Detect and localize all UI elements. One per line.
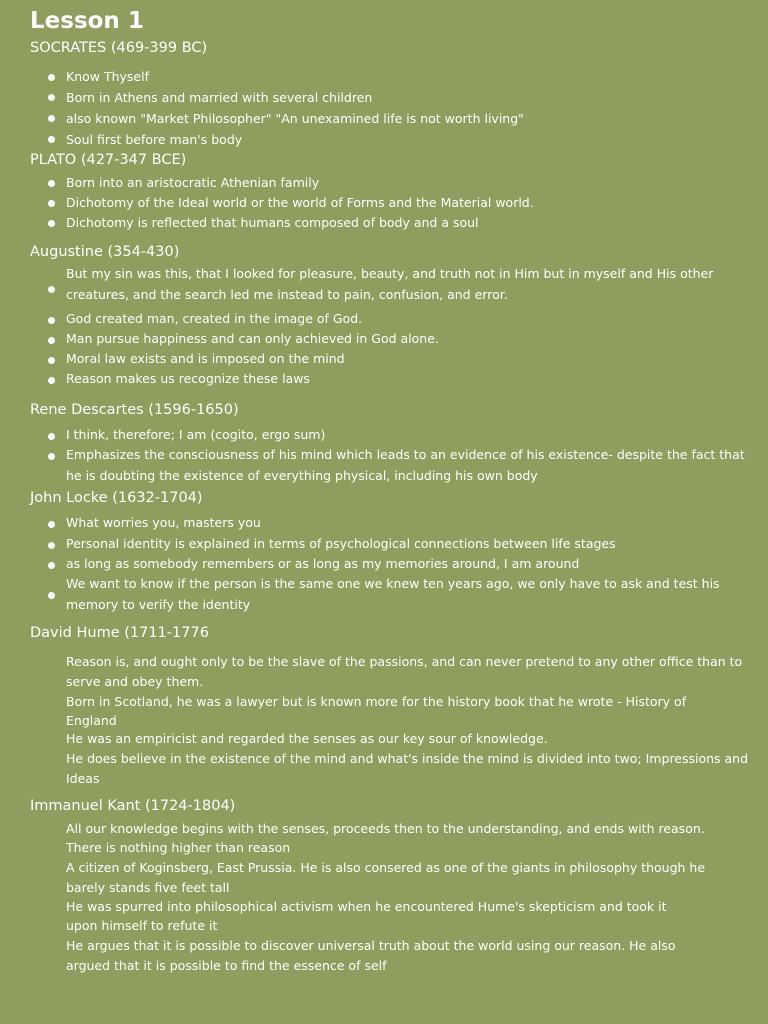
text-line: upon himself to refute it bbox=[66, 918, 218, 933]
bullet-icon bbox=[48, 433, 55, 440]
bullet-icon bbox=[48, 592, 55, 599]
bullet-icon bbox=[48, 317, 55, 324]
list-item: also known "Market Philosopher" "An unexamined life is not worth living" bbox=[66, 111, 524, 126]
list-item: Man pursue happiness and can only achieved in God alone. bbox=[66, 331, 439, 346]
list-item-line: We want to know if the person is the same one we knew ten years ago, we only have to ask and test his bbox=[66, 576, 720, 591]
text-line: All our knowledge begins with the senses, proceeds then to the understanding, and ends with reason. bbox=[66, 821, 705, 836]
list-item: Personal identity is explained in terms of psychological connections between life stages bbox=[66, 536, 616, 551]
bullet-icon bbox=[48, 521, 55, 528]
section-heading-augustine: Augustine (354-430) bbox=[30, 244, 180, 260]
list-item: Born into an aristocratic Athenian family bbox=[66, 175, 320, 190]
list-item: Moral law exists and is imposed on the mind bbox=[66, 351, 345, 366]
list-item: Know Thyself bbox=[66, 69, 149, 84]
list-item: Dichotomy of the Ideal world or the world of Forms and the Material world. bbox=[66, 195, 534, 210]
text-line: He argues that it is possible to discover universal truth about the world using our reason. He also bbox=[66, 938, 676, 953]
bullet-icon bbox=[48, 74, 55, 81]
list-item-line: memory to verify the identity bbox=[66, 597, 251, 612]
text-line: argued that it is possible to find the essence of self bbox=[66, 958, 387, 973]
list-item-line: he is doubting the existence of everything physical, including his own body bbox=[66, 468, 538, 483]
bullet-icon bbox=[48, 136, 55, 143]
list-item: Reason makes us recognize these laws bbox=[66, 371, 310, 386]
bullet-icon bbox=[48, 337, 55, 344]
section-heading-plato: PLATO (427-347 BCE) bbox=[30, 152, 187, 168]
list-item: Dichotomy is reflected that humans composed of body and a soul bbox=[66, 215, 479, 230]
text-line: serve and obey them. bbox=[66, 674, 204, 689]
page-title: Lesson 1 bbox=[30, 8, 144, 34]
list-item: I think, therefore; I am (cogito, ergo sum) bbox=[66, 427, 326, 442]
list-item: as long as somebody remembers or as long as my memories around, I am around bbox=[66, 556, 580, 571]
text-line: A citizen of Koginsberg, East Prussia. He is also consered as one of the giants in philosophy though he bbox=[66, 860, 706, 875]
section-heading-locke: John Locke (1632-1704) bbox=[30, 490, 203, 506]
list-item: Soul first before man's body bbox=[66, 132, 243, 147]
bullet-icon bbox=[48, 94, 55, 101]
section-heading-hume: David Hume (1711-1776 bbox=[30, 625, 209, 641]
text-line: Reason is, and ought only to be the slave of the passions, and can never pretend to any other office than to bbox=[66, 654, 743, 669]
text-line: barely stands five feet tall bbox=[66, 880, 230, 895]
bullet-icon bbox=[48, 220, 55, 227]
text-line: He was spurred into philosophical activism when he encountered Hume's skepticism and took it bbox=[66, 899, 667, 914]
text-line: He does believe in the existence of the mind and what's inside the mind is divided into two; Impressions and bbox=[66, 751, 749, 766]
list-item-line: But my sin was this, that I looked for pleasure, beauty, and truth not in Him but in myself and His other bbox=[66, 266, 714, 281]
bullet-icon bbox=[48, 200, 55, 207]
text-line: Born in Scotland, he was a lawyer but is known more for the history book that he wrote - History of bbox=[66, 694, 687, 709]
list-item-line: Emphasizes the consciousness of his mind which leads to an evidence of his existence- despite the fact that bbox=[66, 447, 745, 462]
section-heading-descartes: Rene Descartes (1596-1650) bbox=[30, 402, 239, 418]
text-line: England bbox=[66, 713, 117, 728]
section-heading-socrates: SOCRATES (469-399 BC) bbox=[30, 40, 208, 56]
list-item: Born in Athens and married with several children bbox=[66, 90, 373, 105]
bullet-icon bbox=[48, 286, 55, 293]
bullet-icon bbox=[48, 542, 55, 549]
section-heading-kant: Immanuel Kant (1724-1804) bbox=[30, 798, 236, 814]
bullet-icon bbox=[48, 562, 55, 569]
bullet-icon bbox=[48, 357, 55, 364]
text-line: Ideas bbox=[66, 771, 100, 786]
bullet-icon bbox=[48, 377, 55, 384]
bullet-icon bbox=[48, 115, 55, 122]
text-line: He was an empiricist and regarded the senses as our key sour of knowledge. bbox=[66, 731, 548, 746]
bullet-icon bbox=[48, 180, 55, 187]
list-item: What worries you, masters you bbox=[66, 515, 261, 530]
bullet-icon bbox=[48, 453, 55, 460]
list-item-line: creatures, and the search led me instead to pain, confusion, and error. bbox=[66, 287, 508, 302]
list-item: God created man, created in the image of God. bbox=[66, 311, 363, 326]
text-line: There is nothing higher than reason bbox=[66, 840, 291, 855]
